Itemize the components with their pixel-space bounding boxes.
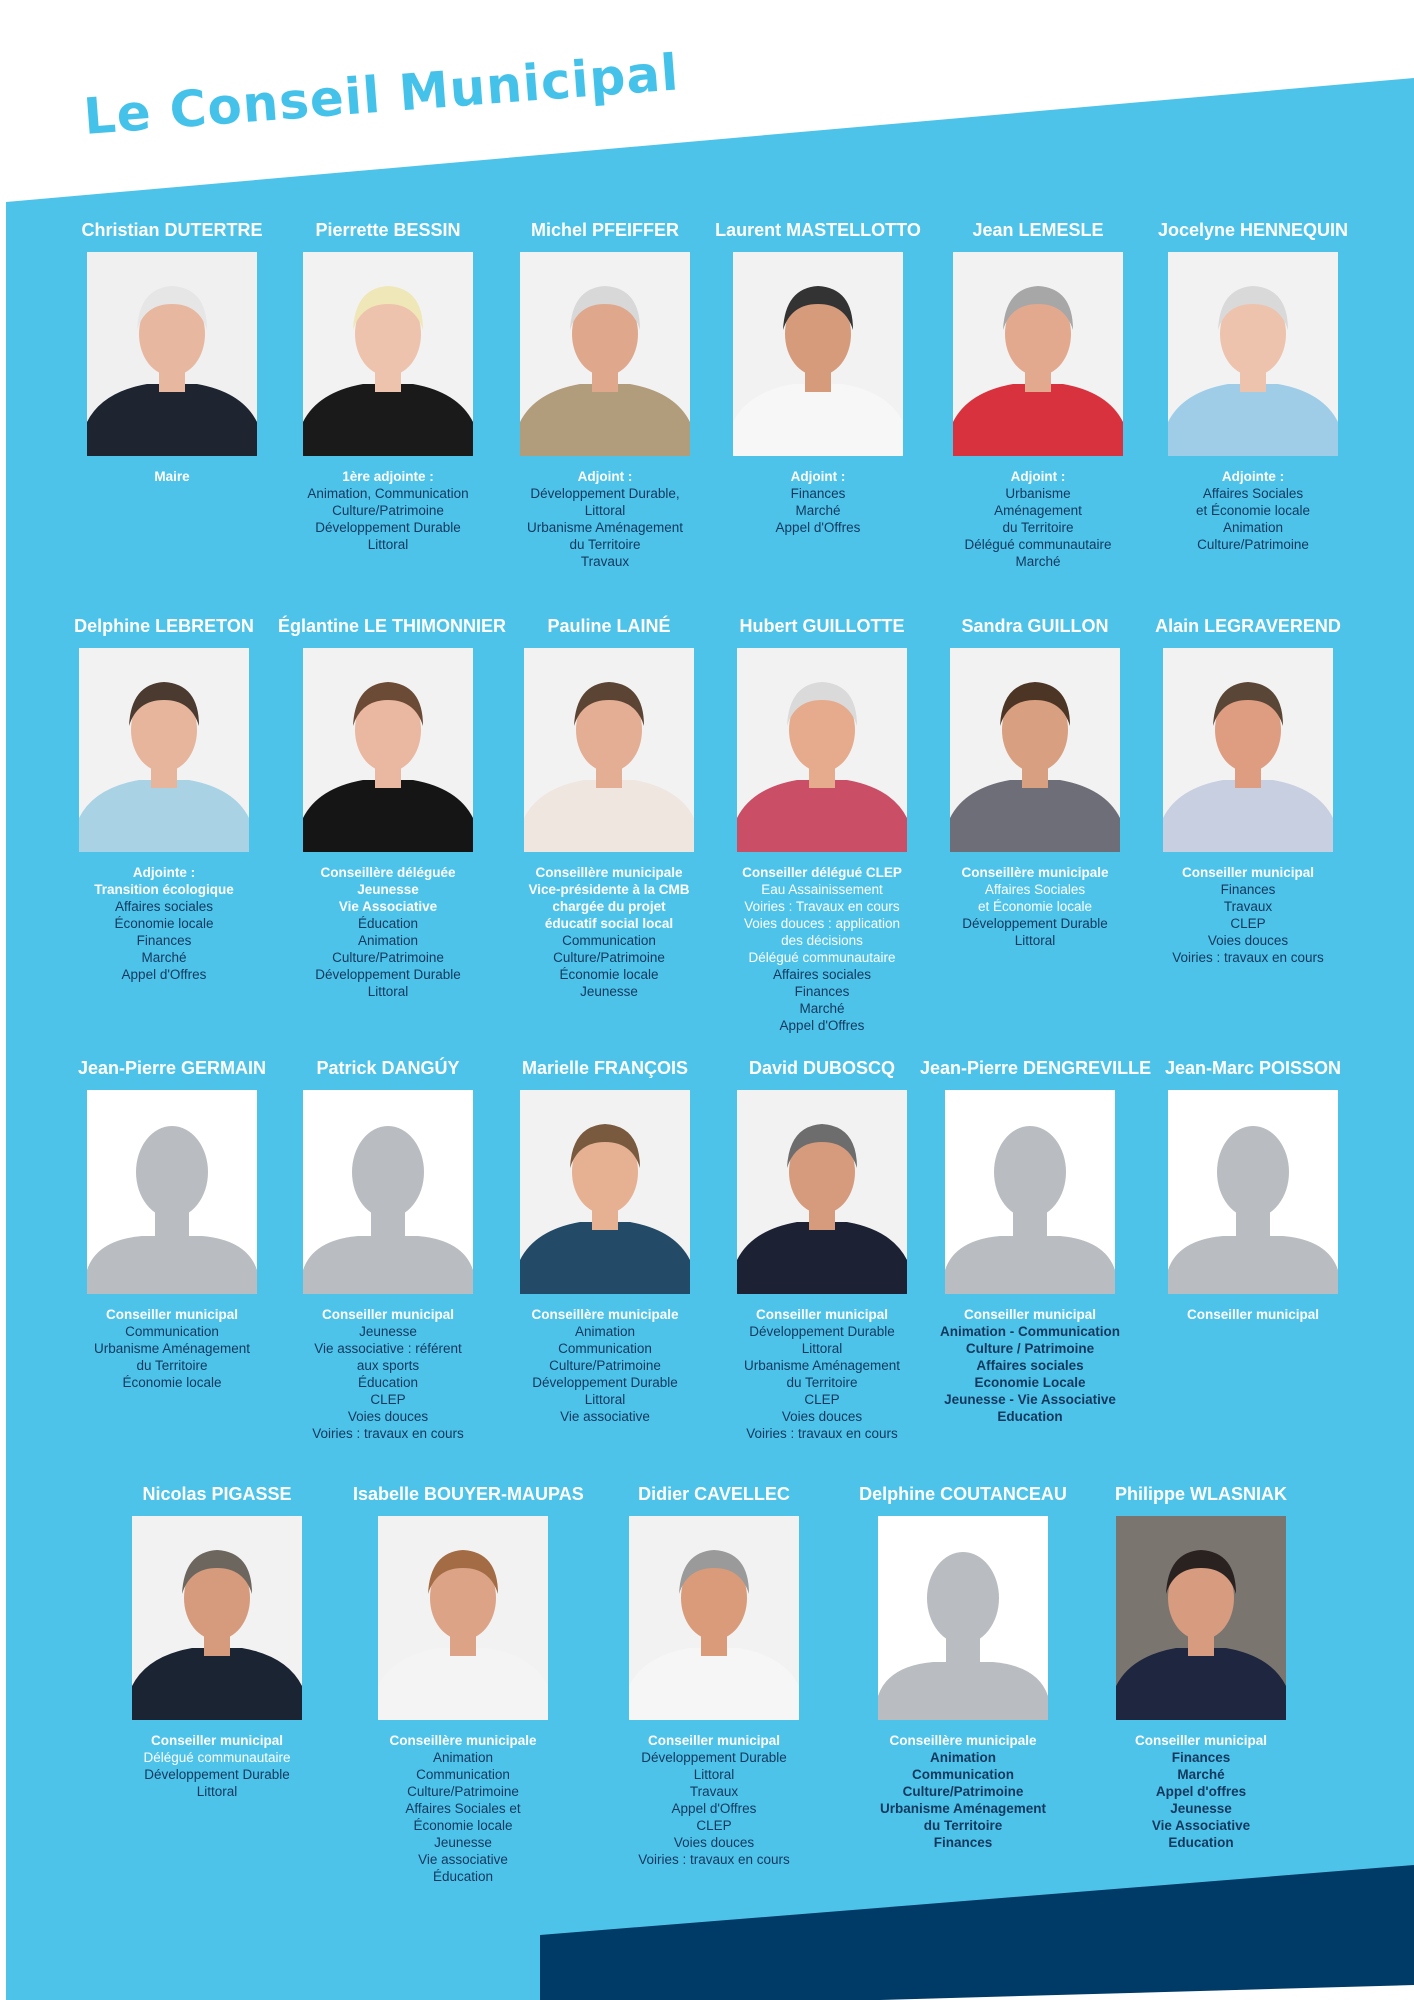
- member-role: Éducation: [357, 916, 419, 931]
- member-role: Marché: [799, 1001, 845, 1016]
- member-role: Voiries : Travaux en cours: [744, 899, 900, 914]
- member-roles: [54, 864, 274, 983]
- member-title: Adjoint :: [1010, 469, 1066, 484]
- member-roles: [1138, 864, 1358, 966]
- member-roles: [278, 864, 498, 1000]
- member-name: Marielle FRANÇOIS: [521, 1058, 689, 1078]
- member-role: Marché: [141, 950, 187, 965]
- member-card: [353, 1482, 584, 1885]
- member-title: 1ère adjointe :: [342, 469, 434, 484]
- placeholder-photo: [303, 1090, 473, 1294]
- member-role: Appel d'Offres: [121, 967, 207, 982]
- placeholder-avatar-icon: [87, 1090, 257, 1294]
- member-role: et Économie locale: [977, 899, 1093, 914]
- member-name: Delphine LEBRETON: [74, 616, 254, 636]
- placeholder-avatar-icon: [1168, 1090, 1338, 1294]
- member-role: Éducation: [432, 1869, 494, 1884]
- member-role: Culture/Patrimoine: [407, 1784, 519, 1799]
- member-role: Travaux: [1223, 899, 1273, 914]
- member-photo: [953, 252, 1123, 456]
- member-role: Littoral: [693, 1767, 735, 1782]
- portrait-photo: [737, 648, 907, 852]
- member-role: Economie Locale: [974, 1375, 1086, 1390]
- member-title: Adjointe :: [1221, 469, 1285, 484]
- member-role: des décisions: [781, 933, 863, 948]
- member-role: Culture/Patrimoine: [1197, 537, 1309, 552]
- member-role: aux sports: [356, 1358, 420, 1373]
- member-role: Économie locale: [114, 916, 214, 931]
- member-card: [1143, 1056, 1363, 1323]
- member-role: Voiries : travaux en cours: [1172, 950, 1324, 965]
- member-card: [708, 218, 928, 536]
- member-role: Aménagement: [994, 503, 1082, 518]
- member-card: [1091, 1482, 1311, 1851]
- member-role: Développement Durable: [962, 916, 1108, 931]
- portrait-photo: [520, 252, 690, 456]
- member-role: et Économie locale: [1195, 503, 1311, 518]
- member-role: Économie locale: [413, 1818, 513, 1833]
- member-roles: [712, 864, 932, 1034]
- member-role: du Territoire: [569, 537, 641, 552]
- member-card: [928, 218, 1148, 570]
- member-role: Vie Associative: [1151, 1818, 1251, 1833]
- member-title: Conseillère déléguée: [320, 865, 456, 880]
- member-role: Appel d'Offres: [775, 520, 861, 535]
- member-role: CLEP: [696, 1818, 732, 1833]
- member-card: [54, 614, 274, 983]
- member-photo: [520, 252, 690, 456]
- member-photo: [87, 252, 257, 456]
- member-role: chargée du projet: [552, 899, 666, 914]
- member-role: Affaires Sociales: [984, 882, 1086, 897]
- member-role: Littoral: [196, 1784, 238, 1799]
- member-role: Développement Durable: [144, 1767, 290, 1782]
- member-role: Littoral: [584, 1392, 626, 1407]
- member-role: Finances: [1171, 1750, 1231, 1765]
- member-title: Conseillère municipale: [389, 1733, 537, 1748]
- member-photo: [524, 648, 694, 852]
- member-role: Jeunesse: [434, 1835, 492, 1850]
- portrait-photo: [1116, 1516, 1286, 1720]
- member-role: Vie associative: [418, 1852, 508, 1867]
- member-role: Finances: [136, 933, 192, 948]
- member-title: Adjoint :: [577, 469, 633, 484]
- member-photo: [950, 648, 1120, 852]
- member-photo: [303, 648, 473, 852]
- member-card: [1138, 614, 1358, 966]
- member-role: Vie associative : référent: [314, 1341, 462, 1356]
- member-role: Finances: [933, 1835, 993, 1850]
- member-role: Économie locale: [559, 967, 659, 982]
- member-role: Animation, Communication: [307, 486, 469, 501]
- member-role: Développement Durable: [532, 1375, 678, 1390]
- member-role: Délégué communautaire: [964, 537, 1112, 552]
- member-role: Voies douces: [781, 1409, 863, 1424]
- member-roles: [920, 1306, 1140, 1425]
- member-name: Jocelyne HENNEQUIN: [1157, 220, 1349, 240]
- member-roles: [708, 468, 928, 536]
- member-role: Vie Associative: [338, 899, 438, 914]
- member-roles: [853, 1732, 1073, 1851]
- member-roles: [353, 1732, 573, 1885]
- placeholder-photo: [878, 1516, 1048, 1720]
- member-role: Culture/Patrimoine: [332, 950, 444, 965]
- member-name: Didier CAVELLEC: [638, 1484, 790, 1504]
- member-role: Affaires sociales: [772, 967, 872, 982]
- member-title: Conseiller municipal: [105, 1307, 239, 1322]
- member-name: Hubert GUILLOTTE: [739, 616, 905, 636]
- member-roles: [1143, 468, 1363, 553]
- member-roles: [107, 1732, 327, 1800]
- member-role: Jeunesse - Vie Associative: [944, 1392, 1116, 1407]
- member-roles: [62, 468, 282, 485]
- member-role: Culture/Patrimoine: [902, 1784, 1024, 1799]
- member-name: Jean LEMESLE: [972, 220, 1104, 240]
- member-role: Culture/Patrimoine: [332, 503, 444, 518]
- member-role: Urbanisme Aménagement: [743, 1358, 901, 1373]
- member-role: Communication: [125, 1324, 219, 1339]
- member-role: Vice-présidente à la CMB: [528, 882, 690, 897]
- member-role: CLEP: [1230, 916, 1266, 931]
- member-card: [920, 1056, 1152, 1425]
- member-roles: [1091, 1732, 1311, 1851]
- member-role: Développement Durable,: [530, 486, 680, 501]
- member-role: Finances: [1220, 882, 1276, 897]
- member-roles: [925, 864, 1145, 949]
- portrait-photo: [953, 252, 1123, 456]
- member-role: Littoral: [367, 537, 409, 552]
- member-title: Conseillère municipale: [961, 865, 1109, 880]
- member-photo: [1168, 252, 1338, 456]
- member-roles: [499, 864, 719, 1000]
- portrait-photo: [950, 648, 1120, 852]
- member-role: Urbanisme Aménagement: [93, 1341, 251, 1356]
- member-card: [1143, 218, 1363, 553]
- member-name: Nicolas PIGASSE: [142, 1484, 292, 1504]
- member-role: Finances: [794, 984, 850, 999]
- member-role: Culture / Patrimoine: [965, 1341, 1095, 1356]
- member-photo: [737, 648, 907, 852]
- member-role: Eau Assainissement: [761, 882, 883, 897]
- member-role: éducatif social local: [544, 916, 674, 931]
- placeholder-avatar-icon: [878, 1516, 1048, 1720]
- member-photo: [1116, 1516, 1286, 1720]
- member-role: Affaires Sociales et: [405, 1801, 521, 1816]
- member-roles: [495, 468, 715, 570]
- member-role: Education: [1168, 1835, 1234, 1850]
- member-role: Urbanisme: [1005, 486, 1071, 501]
- member-roles: [1143, 1306, 1363, 1323]
- member-role: Communication: [562, 933, 656, 948]
- member-photo: [79, 648, 249, 852]
- member-role: Éducation: [357, 1375, 419, 1390]
- placeholder-photo: [1168, 1090, 1338, 1294]
- member-role: Appel d'Offres: [671, 1801, 757, 1816]
- member-role: Travaux: [689, 1784, 739, 1799]
- portrait-photo: [1168, 252, 1338, 456]
- member-roles: [928, 468, 1148, 570]
- member-role: Marché: [1177, 1767, 1225, 1782]
- member-role: Communication: [558, 1341, 652, 1356]
- member-roles: [278, 468, 498, 553]
- member-title: Conseiller délégué CLEP: [742, 865, 902, 880]
- portrait-photo: [629, 1516, 799, 1720]
- member-card: [62, 1056, 282, 1391]
- member-role: Développement Durable: [641, 1750, 787, 1765]
- member-role: Animation: [574, 1324, 636, 1339]
- member-role: Animation: [357, 933, 419, 948]
- portrait-photo: [737, 1090, 907, 1294]
- member-card: [712, 1056, 932, 1442]
- member-title: Conseiller municipal: [963, 1307, 1097, 1322]
- member-card: [62, 218, 282, 485]
- member-role: Communication: [416, 1767, 510, 1782]
- member-title: Maire: [154, 469, 190, 484]
- member-role: Voies douces: [1207, 933, 1289, 948]
- member-title: Adjointe :: [132, 865, 196, 880]
- member-photo: [733, 252, 903, 456]
- member-photo: [132, 1516, 302, 1720]
- member-role: Animation - Communication: [940, 1324, 1120, 1339]
- member-title: Conseiller municipal: [755, 1307, 889, 1322]
- member-title: Conseiller municipal: [1134, 1733, 1268, 1748]
- page-title: Le Conseil Municipal: [81, 43, 682, 146]
- member-photo: [303, 252, 473, 456]
- member-role: Affaires sociales: [976, 1358, 1084, 1373]
- member-role: Littoral: [801, 1341, 843, 1356]
- member-card: [495, 1056, 715, 1425]
- member-role: Appel d'Offres: [779, 1018, 865, 1033]
- member-roles: [495, 1306, 715, 1425]
- member-name: Michel PFEIFFER: [530, 220, 680, 240]
- member-title: Conseillère municipale: [535, 865, 683, 880]
- member-role: CLEP: [370, 1392, 406, 1407]
- member-role: Affaires sociales: [114, 899, 214, 914]
- member-role: Délégué communautaire: [143, 1750, 291, 1765]
- member-card: [853, 1482, 1073, 1851]
- portrait-photo: [303, 252, 473, 456]
- member-role: Jeunesse: [357, 882, 419, 897]
- member-title: Conseiller municipal: [647, 1733, 781, 1748]
- member-role: Culture/Patrimoine: [549, 1358, 661, 1373]
- member-name: Pauline LAINÉ: [547, 616, 671, 636]
- portrait-photo: [87, 252, 257, 456]
- portrait-photo: [79, 648, 249, 852]
- member-role: CLEP: [804, 1392, 840, 1407]
- member-photo: [520, 1090, 690, 1294]
- member-name: Sandra GUILLON: [961, 616, 1109, 636]
- portrait-photo: [1163, 648, 1333, 852]
- member-role: Animation: [432, 1750, 494, 1765]
- member-card: [499, 614, 719, 1000]
- member-card: [278, 218, 498, 553]
- member-role: Jeunesse: [580, 984, 638, 999]
- member-name: Pierrette BESSIN: [315, 220, 461, 240]
- member-title: Conseillère municipale: [531, 1307, 679, 1322]
- portrait-photo: [733, 252, 903, 456]
- member-name: Philippe WLASNIAK: [1115, 1484, 1287, 1504]
- portrait-photo: [520, 1090, 690, 1294]
- member-photo: [378, 1516, 548, 1720]
- member-role: Voiries : travaux en cours: [312, 1426, 464, 1441]
- member-name: Laurent MASTELLOTTO: [715, 220, 921, 240]
- member-role: Développement Durable: [315, 967, 461, 982]
- member-card: [278, 614, 507, 1000]
- member-role: Économie locale: [122, 1375, 222, 1390]
- member-name: Delphine COUTANCEAU: [859, 1484, 1067, 1504]
- member-role: du Territoire: [923, 1818, 1003, 1833]
- member-role: Délégué communautaire: [748, 950, 896, 965]
- member-title: Conseiller municipal: [1181, 865, 1315, 880]
- member-role: Jeunesse: [1170, 1801, 1232, 1816]
- member-role: du Territoire: [136, 1358, 208, 1373]
- member-title: Adjoint :: [790, 469, 846, 484]
- member-role: Marché: [1015, 554, 1061, 569]
- member-role: Travaux: [580, 554, 630, 569]
- member-name: Isabelle BOUYER-MAUPAS: [353, 1484, 584, 1504]
- member-role: Transition écologique: [94, 882, 234, 897]
- member-role: Développement Durable: [749, 1324, 895, 1339]
- member-photo: [1163, 648, 1333, 852]
- member-role: Voies douces: [347, 1409, 429, 1424]
- portrait-photo: [524, 648, 694, 852]
- member-name: Jean-Pierre GERMAIN: [77, 1058, 267, 1078]
- member-role: Littoral: [1014, 933, 1056, 948]
- member-role: du Territoire: [786, 1375, 858, 1390]
- member-card: [712, 614, 932, 1034]
- member-role: Marché: [795, 503, 841, 518]
- member-photo: [629, 1516, 799, 1720]
- member-name: Jean-Marc POISSON: [1164, 1058, 1342, 1078]
- member-roles: [712, 1306, 932, 1442]
- member-role: Voiries : travaux en cours: [746, 1426, 898, 1441]
- member-roles: [62, 1306, 282, 1391]
- member-roles: [604, 1732, 824, 1868]
- member-role: Appel d'offres: [1155, 1784, 1247, 1799]
- member-card: [604, 1482, 824, 1868]
- member-card: [107, 1482, 327, 1800]
- member-title: Conseiller municipal: [1186, 1307, 1320, 1322]
- member-role: Animation: [1222, 520, 1284, 535]
- member-name: Alain LEGRAVEREND: [1155, 616, 1341, 636]
- member-role: Littoral: [367, 984, 409, 999]
- member-role: Voies douces: [673, 1835, 755, 1850]
- member-name: Jean-Pierre DENGREVILLE: [920, 1058, 1152, 1078]
- member-card: [925, 614, 1145, 949]
- member-role: Education: [997, 1409, 1063, 1424]
- member-role: Littoral: [584, 503, 626, 518]
- placeholder-photo: [87, 1090, 257, 1294]
- member-role: Jeunesse: [359, 1324, 417, 1339]
- member-card: [278, 1056, 498, 1442]
- member-role: Voiries : travaux en cours: [638, 1852, 790, 1867]
- member-photo: [737, 1090, 907, 1294]
- portrait-photo: [378, 1516, 548, 1720]
- member-role: Finances: [790, 486, 846, 501]
- placeholder-avatar-icon: [945, 1090, 1115, 1294]
- member-title: Conseillère municipale: [889, 1733, 1037, 1748]
- member-role: Urbanisme Aménagement: [879, 1801, 1047, 1816]
- member-title: Conseiller municipal: [150, 1733, 284, 1748]
- member-role: Communication: [911, 1767, 1014, 1782]
- member-role: Vie associative: [560, 1409, 650, 1424]
- member-role: Affaires Sociales: [1202, 486, 1304, 501]
- member-roles: [278, 1306, 498, 1442]
- member-card: [495, 218, 715, 570]
- member-role: Urbanisme Aménagement: [526, 520, 684, 535]
- member-role: du Territoire: [1002, 520, 1074, 535]
- placeholder-avatar-icon: [303, 1090, 473, 1294]
- portrait-photo: [132, 1516, 302, 1720]
- member-role: Voies douces : application: [743, 916, 901, 931]
- member-name: Églantine LE THIMONNIER: [278, 616, 507, 636]
- member-role: Développement Durable: [315, 520, 461, 535]
- member-role: Animation: [930, 1750, 996, 1765]
- portrait-photo: [303, 648, 473, 852]
- placeholder-photo: [945, 1090, 1115, 1294]
- member-name: David DUBOSCQ: [748, 1058, 896, 1078]
- member-name: Patrick DANGÚY: [316, 1058, 460, 1078]
- member-role: Culture/Patrimoine: [553, 950, 665, 965]
- member-name: Christian DUTERTRE: [81, 220, 263, 240]
- member-title: Conseiller municipal: [321, 1307, 455, 1322]
